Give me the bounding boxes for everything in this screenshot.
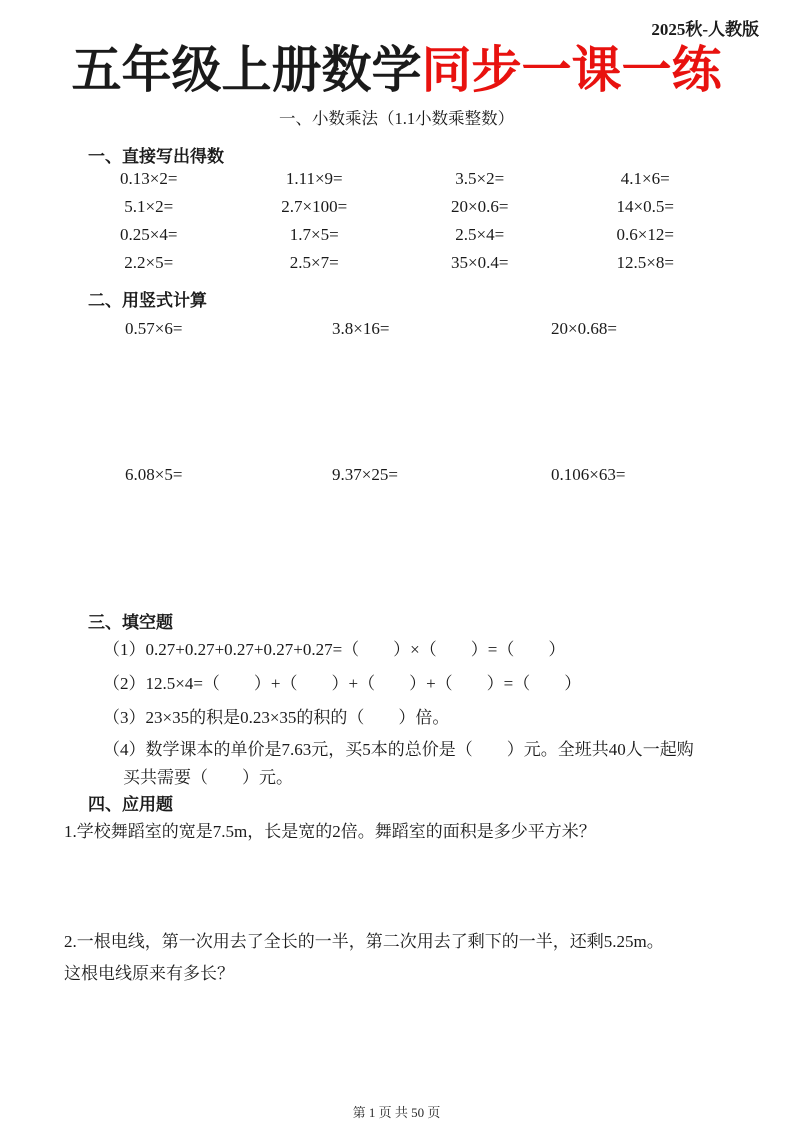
vertical-problem: 0.57×6= — [125, 319, 183, 338]
oral-calculation-grid — [66, 167, 728, 279]
oral-problem: 2.5×7= — [289, 253, 339, 272]
page-title-red: 同步一课一练 — [421, 42, 722, 98]
section-fill-heading: 三、填空题 — [88, 613, 173, 632]
oral-problem: 35×0.4= — [451, 253, 509, 272]
vertical-problem: 20×0.68= — [551, 319, 617, 338]
vertical-problem: 9.37×25= — [332, 465, 398, 484]
oral-problem: 1.11×9= — [285, 169, 343, 188]
edition-label: 2025秋-人教版 — [651, 20, 759, 39]
page-title — [0, 42, 793, 98]
word-problem-2-line2: 这根电线原来有多长？ — [64, 964, 234, 983]
oral-problem: 0.6×12= — [616, 225, 674, 244]
page-title-black: 五年级上册数学 — [71, 42, 422, 98]
oral-problem: 1.7×5= — [289, 225, 339, 244]
page-footer: 第 1 页 共 50 页 — [352, 1105, 441, 1120]
word-problem-2-line1: 2.一根电线，第一次用去了全长的一半，第二次用去了剩下的一半，还剩5.25m。 — [64, 932, 664, 951]
fill-item-4-line1: （4）数学课本的单价是7.63元，买5本的总价是（ ）元。全班共40人一起购 — [103, 740, 694, 759]
oral-problem: 0.25×4= — [120, 225, 178, 244]
oral-problem: 12.5×8= — [616, 253, 674, 272]
oral-problem: 14×0.5= — [616, 197, 674, 216]
oral-problem: 3.5×2= — [455, 169, 505, 188]
oral-problem: 20×0.6= — [451, 197, 509, 216]
fill-item-1: （1）0.27+0.27+0.27+0.27+0.27=（ ）×（ ）=（ ） — [103, 640, 566, 659]
lesson-subtitle: 一、小数乘法（1.1小数乘整数） — [278, 109, 515, 128]
oral-problem: 2.2×5= — [124, 253, 174, 272]
oral-problem: 2.7×100= — [281, 197, 348, 216]
oral-problem: 2.5×4= — [455, 225, 505, 244]
vertical-problem: 3.8×16= — [332, 319, 390, 338]
vertical-problem: 0.106×63= — [551, 465, 626, 484]
oral-problem: 0.13×2= — [120, 169, 178, 188]
word-problem-1: 1.学校舞蹈室的宽是7.5m，长是宽的2倍。舞蹈室的面积是多少平方米？ — [64, 822, 596, 841]
section-app-heading: 四、应用题 — [88, 795, 173, 814]
fill-item-2: （2）12.5×4=（ ）+（ ）+（ ）+（ ）=（ ） — [103, 674, 582, 693]
oral-problem: 4.1×6= — [620, 169, 670, 188]
vertical-problem: 6.08×5= — [125, 465, 183, 484]
section-oral-heading: 一、直接写出得数 — [88, 147, 224, 166]
oral-problem: 5.1×2= — [124, 197, 174, 216]
section-vertical-heading: 二、用竖式计算 — [88, 291, 207, 310]
fill-item-3: （3）23×35的积是0.23×35的积的（ ）倍。 — [103, 708, 450, 727]
fill-item-4-line2: 买共需要（ ）元。 — [123, 768, 293, 787]
